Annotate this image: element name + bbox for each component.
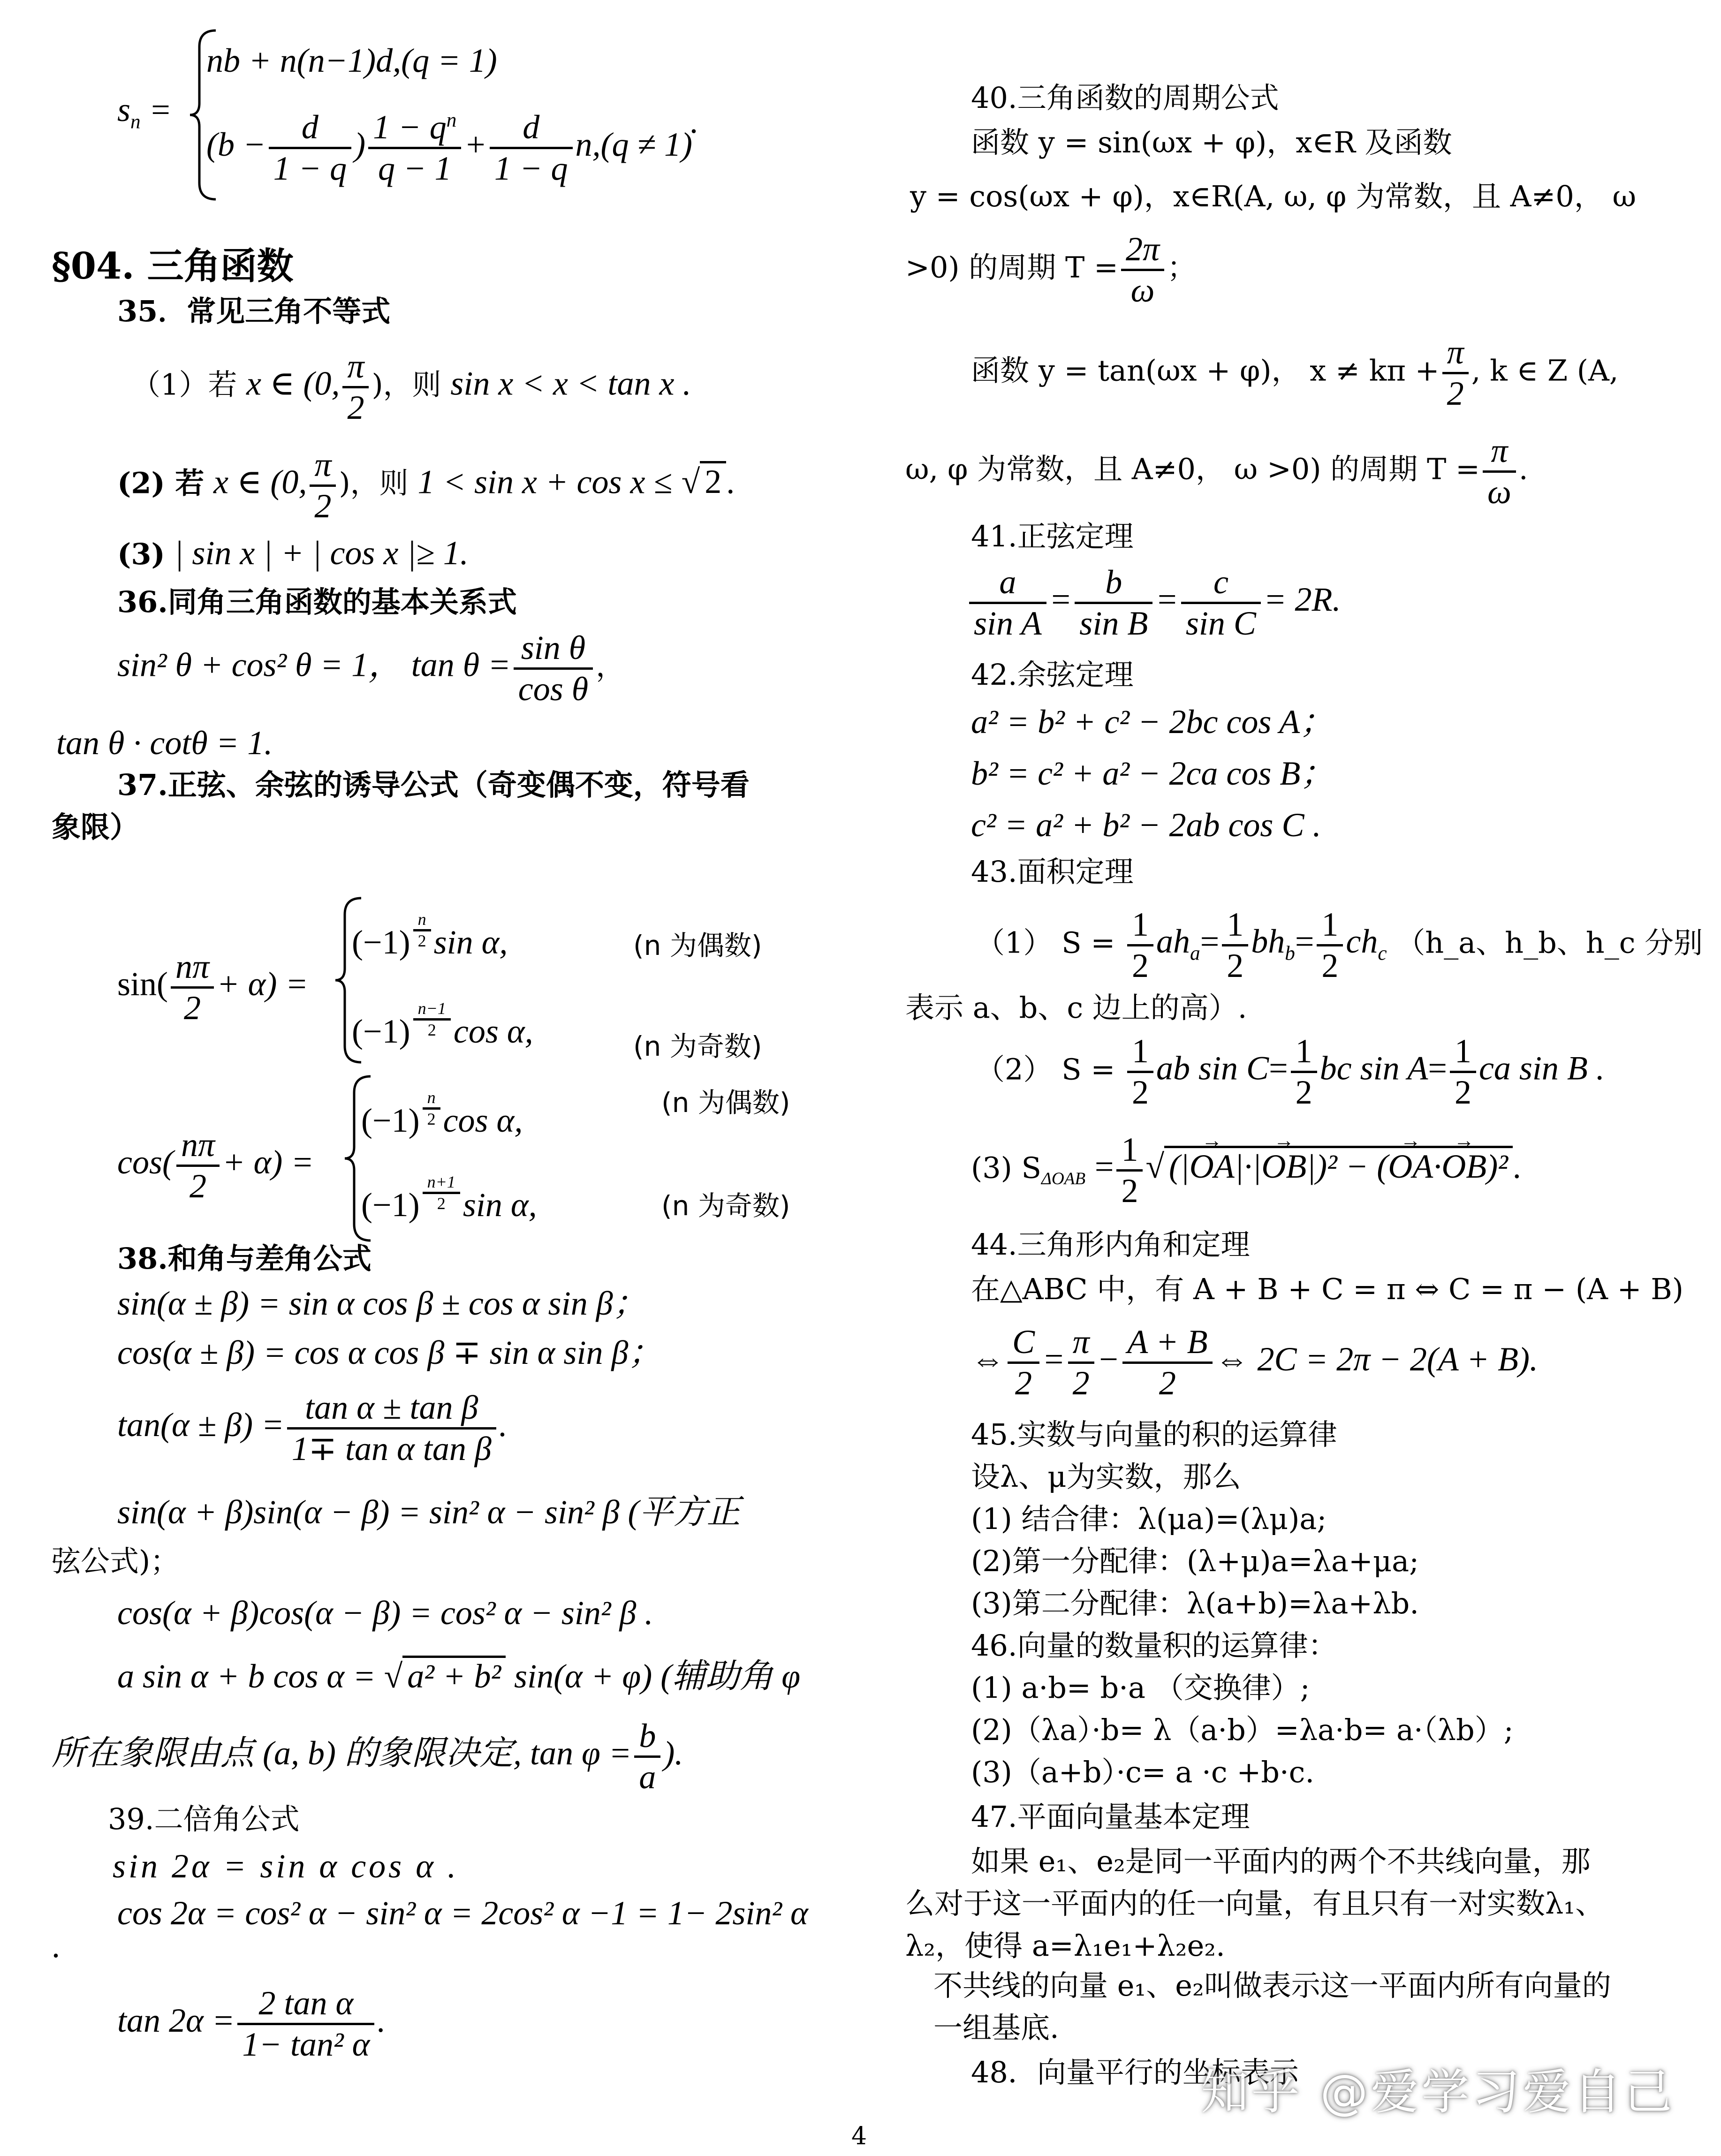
heading-46: 46.向量的数量积的运算律： [971,1628,1337,1663]
item-39-2: cos 2α = cos² α − sin² α = 2cos² α −1 = 1− 2sin² α [117,1894,808,1932]
heading-41: 41.正弦定理 [971,519,1134,553]
sn-label: $s_n$ = [117,91,172,133]
item-43-1: （1） S = $\frac{1}{2}$ $ah_a=$ $\frac{1}{2}$ $bh_b=$ $\frac{1}{2}$ $ch_c$ （h_a、h_b、h_c 分别 [976,906,1703,984]
item-44-1: 在△ABC 中，有 A + B + C = π ⇔ C = π − (A + B) [971,1272,1684,1306]
heading-42: 42.余弦定理 [971,658,1134,692]
item-46-1: (1) a·b= b·a （交换律）; [971,1671,1310,1705]
sn-period: . [690,103,698,140]
item-39-3: tan 2α = $\frac{\text{2 tan α}}{\text{1− tan² α}}$ . [117,1984,386,2063]
heading-44: 44.三角形内角和定理 [971,1227,1250,1262]
item-40-2: y = cos(ωx + φ)，x∈R(A, ω, φ 为常数，且 A≠0， ω [910,179,1637,213]
item-40-5: ω, φ 为常数，且 A≠0， ω >0) 的周期 T = $\frac{\pi}{\omega}$ . [905,432,1528,511]
heading-48: 48．向量平行的坐标表示 [971,2055,1299,2089]
heading-40: 40.三角函数的周期公式 [971,81,1279,115]
page-number: 4 [851,2122,867,2150]
heading-37: 37.正弦、余弦的诱导公式（奇变偶不变，符号看 [117,768,750,802]
item-45-2: (2)第一分配律：(λ+μ)a=λa+μa; [971,1544,1419,1578]
item-47-5: 一组基底. [933,2011,1059,2045]
sin-note-odd: (n 为奇数) [633,1030,762,1062]
sn-case1: nb + n(n−1)d,(q = 1) [206,42,497,79]
item-38-4: sin(α + β)sin(α − β) = sin² α − sin² β (平方正 [117,1493,741,1531]
item-47-3: λ₂，使得 a=λ₁e₁+λ₂e₂. [905,1929,1225,1963]
item-45-3: (3)第二分配律：λ(a+b)=λa+λb. [971,1586,1419,1620]
item-38-6: a sin α + b cos α = √ a² + b² sin(α + φ) (辅助角 φ [117,1656,800,1695]
item-39-1: sin 2α = sin α cos α . [113,1847,459,1885]
item-35-1: （1）若 x ∈ (0, $\frac{\pi}{2}$ )，则 sin x < x < tan x . [131,348,691,426]
heading-37-cont: 象限） [52,810,139,844]
item-38-4-cont: 弦公式)； [52,1544,180,1578]
cos-case-odd: (−1) $\frac{n+1}{2}$ sin α, [361,1173,537,1224]
sn-case2: (b − $\frac{d}{1 - q}$ ) $\frac{1 - q^n}{q - 1}$ + $\frac{d}{1 - q}$ n,(q ≠ 1) [206,108,692,187]
item-35-2: (2) 若 x ∈ (0, $\frac{\pi}{2}$ )，则 1 < sin x + cos x ≤ √ 2 . [117,446,735,525]
item-41: $\frac{a}{\text{sin A}}$ = $\frac{b}{\text{sin B}}$ = $\frac{c}{\text{sin C}}$ = 2R. [966,563,1341,643]
heading-36: 36.同角三角函数的基本关系式 [117,585,517,619]
item-43-1-cont: 表示 a、b、c 边上的高）. [905,991,1247,1025]
item-47-2: 么对于这一平面内的任一向量，有且只有一对实数λ₁、 [905,1886,1605,1921]
item-36-2: tan θ · cotθ = 1. [56,724,273,762]
item-40-4: 函数 y = tan(ωx + φ)， x ≠ kπ + $\frac{\pi}{2}$ , k ∈ Z (A, [971,333,1619,412]
item-38-7: 所在象限由点 (a, b) 的象限决定, tan φ = $\frac{b}{a}$ ). [52,1717,683,1796]
item-38-5: cos(α + β)cos(α − β) = cos² α − sin² β . [117,1594,653,1632]
item-38-1: sin(α ± β) = sin α cos β ± cos α sin β； [117,1285,647,1322]
watermark: 知乎 @爱学习爱自己 [1201,2065,1675,2120]
cos-case-even: (−1) $\frac{n}{2}$ cos α, [361,1088,523,1139]
item-36-1: sin² θ + cos² θ = 1， tan θ = $\frac{\text{sin θ}}{\text{cos θ}}$ ， [117,629,625,708]
item-42-3: c² = a² + b² − 2ab cos C . [971,806,1321,844]
cos-note-odd: (n 为奇数) [661,1190,790,1222]
item-45-0: 设λ、μ为实数，那么 [971,1460,1241,1494]
item-47-4: 不共线的向量 e₁、e₂叫做表示这一平面内所有向量的 [933,1968,1611,2003]
item-40-1: 函数 y = sin(ωx + φ)，x∈R 及函数 [971,125,1452,159]
cos-note-even: (n 为偶数) [661,1087,790,1119]
item-46-3: (3)（a+b）·c= a ·c +b·c. [971,1755,1315,1789]
section-heading: §04. 三角函数 [52,245,294,287]
sin-induction-lhs: sin( $\frac{n\pi}{2}$ + α) = [117,948,309,1027]
item-39-2-dot: . [52,1927,60,1965]
item-44-2: ⇔ $\frac{C}{2}$ = $\frac{\pi}{2}$ − $\frac{A + B}{2}$ ⇔ 2C = 2π − 2(A + B). [971,1323,1539,1402]
item-42-1: a² = b² + c² − 2bc cos A； [971,703,1334,741]
item-38-2: cos(α ± β) = cos α cos β ∓ sin α sin β； [117,1334,662,1371]
item-43-2: （2） S = $\frac{1}{2}$ ab sin C= $\frac{1}{2}$ bc sin A= $\frac{1}{2}$ ca sin B . [976,1032,1605,1111]
item-35-3: (3) | sin x | + | cos x |≥ 1. [117,534,469,572]
sin-case-even: (−1) $\frac{n}{2}$ sin α, [352,910,508,961]
item-42-2: b² = c² + a² − 2ca cos B； [971,755,1334,792]
cos-induction-lhs: cos( $\frac{n\pi}{2}$ + α) = [117,1126,314,1205]
heading-38: 38.和角与差角公式 [117,1241,371,1276]
sin-case-odd: (−1) $\frac{n-1}{2}$ cos α, [352,999,533,1050]
item-47-1: 如果 e₁、e₂是同一平面内的两个不共线向量，那 [971,1844,1591,1878]
heading-47: 47.平面向量基本定理 [971,1800,1250,1834]
heading-45: 45.实数与向量的积的运算律 [971,1417,1337,1452]
sin-note-even: (n 为偶数) [633,930,762,961]
item-40-3: >0) 的周期 T = $\frac{2\pi}{\omega}$ ； [905,230,1197,309]
heading-43: 43.面积定理 [971,855,1134,889]
item-38-3: tan(α ± β) = $\frac{\text{tan α ± tan β}}{\text{1∓ tan α tan β}}$ . [117,1389,508,1468]
item-46-2: (2)（λa）·b= λ（a·b）=λa·b= a·（λb）; [971,1713,1514,1747]
heading-39: 39.二倍角公式 [108,1802,300,1836]
item-43-3: (3) $S_{\Delta OAB}$ = $\frac{1}{2}$ √ (|→ OA|·|→ OB|)² − (→ OA·→ OB)² . [971,1130,1521,1210]
heading-35: 35．常见三角不等式 [117,294,391,328]
item-45-1: (1) 结合律：λ(μa)=(λμ)a; [971,1502,1327,1536]
